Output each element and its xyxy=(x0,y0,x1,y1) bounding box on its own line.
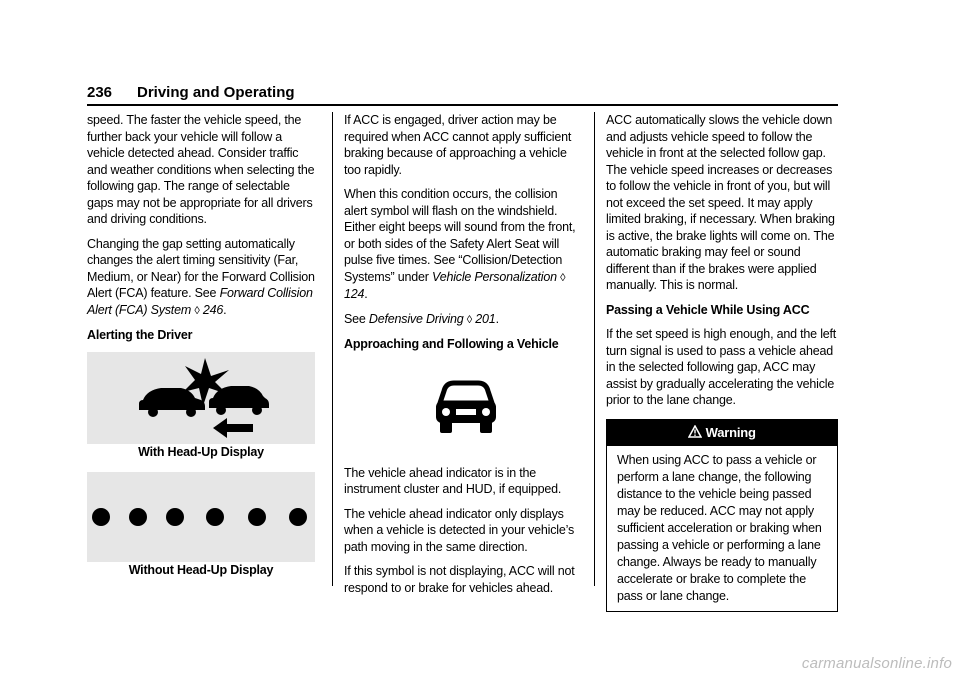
column-divider xyxy=(332,112,333,586)
warning-icon xyxy=(688,425,705,440)
cross-reference-link[interactable]: Vehicle Personalization ◊ 124 xyxy=(344,269,566,301)
warning-body: When using ACC to pass a vehicle or perform a lane change, the following distance to the vehicle being passed may be reduced. ACC may not apply sufficient acceleration or braking when passing a vehicle or performing a lane change. Always be ready to manually accelerate or brake to complete the pass or lane change. xyxy=(617,452,822,603)
column-3 xyxy=(606,112,838,612)
cluster-alert-figure xyxy=(87,472,315,562)
collision-alert-icon xyxy=(87,352,315,444)
paragraph: If the set speed is high enough, and the left turn signal is used to pass a vehicle ahead in the selected following gap, ACC may assist by gradually accelerating the vehicle prior to the lane change. xyxy=(606,327,837,407)
hud-alert-figure xyxy=(87,352,315,444)
vehicle-ahead-figure xyxy=(344,361,584,451)
alert-dots-icon xyxy=(87,472,315,562)
section-title: Driving and Operating xyxy=(137,84,295,101)
subheading: Alerting the Driver xyxy=(87,328,193,342)
page-ref-icon: ◊ xyxy=(194,304,200,317)
warning-title: Warning xyxy=(705,424,756,440)
paragraph: The vehicle ahead indicator only displays when a vehicle is detected in your vehicle’s path moving in the same direction. xyxy=(344,506,574,554)
paragraph: speed. The faster the vehicle speed, the further back your vehicle will follow a vehicle detected ahead. Consider traffic and weather conditions when selecting the following gap. The range of selectable gaps may not be appropriate for all drivers and driving conditions. xyxy=(87,113,315,226)
paragraph: If ACC is engaged, driver action may be required when ACC cannot apply sufficient braking because of approaching a vehicle too rapidly. xyxy=(344,113,572,177)
figure-caption: With Head-Up Display xyxy=(138,444,264,459)
column-2 xyxy=(344,112,584,604)
paragraph: The vehicle ahead indicator is in the instrument cluster and HUD, if equipped. xyxy=(344,465,562,496)
paragraph: See Defensive Driving ◊ 201. xyxy=(344,311,499,326)
warning-box xyxy=(606,419,838,612)
paragraph: If this symbol is not displaying, ACC will not respond to or brake for vehicles ahead. xyxy=(344,564,575,595)
paragraph: ACC automatically slows the vehicle down and adjusts vehicle speed to follow the vehicle in front at the selected follow gap. The vehicle speed increases or decreases to follow the vehicle in front of you, but will not exceed the set speed. It may apply limited braking, if necessary. When braking is active, the brake lights will come on. The automatic braking may feel or sound different than if the brakes were applied manually. This is normal. xyxy=(606,113,835,292)
watermark: carmanualsonline.info xyxy=(801,655,952,672)
paragraph: When this condition occurs, the collision alert symbol will flash on the windshield. Either eight beeps will sound from the front, or both sides of the Safety Alert Seat will pulse five times. See “Collision/Detection Systems” under Vehicle Personalization ◊ 124. xyxy=(344,187,576,301)
page-header xyxy=(87,82,838,106)
figure-caption: Without Head-Up Display xyxy=(128,563,274,577)
cross-reference-link[interactable]: Forward Collision Alert (FCA) System ◊ 246 xyxy=(87,286,313,317)
page-ref-icon: ◊ xyxy=(560,271,566,284)
column-1 xyxy=(87,112,315,587)
page-ref-icon: ◊ xyxy=(466,313,473,326)
paragraph: Changing the gap setting automatically changes the alert timing sensitivity (Far, Medium, or Near) for the Forward Collision Alert (FCA) feature. See Forward Collision Alert (FCA) System ◊ 246. xyxy=(87,236,315,317)
warning-header xyxy=(607,420,837,446)
cross-reference-link[interactable]: Defensive Driving ◊ 201 xyxy=(368,311,496,326)
vehicle-ahead-icon xyxy=(344,361,584,451)
subheading: Passing a Vehicle While Using ACC xyxy=(606,302,810,317)
column-divider xyxy=(594,112,595,586)
page-number: 236 xyxy=(87,84,113,101)
subheading: Approaching and Following a Vehicle xyxy=(344,337,559,351)
